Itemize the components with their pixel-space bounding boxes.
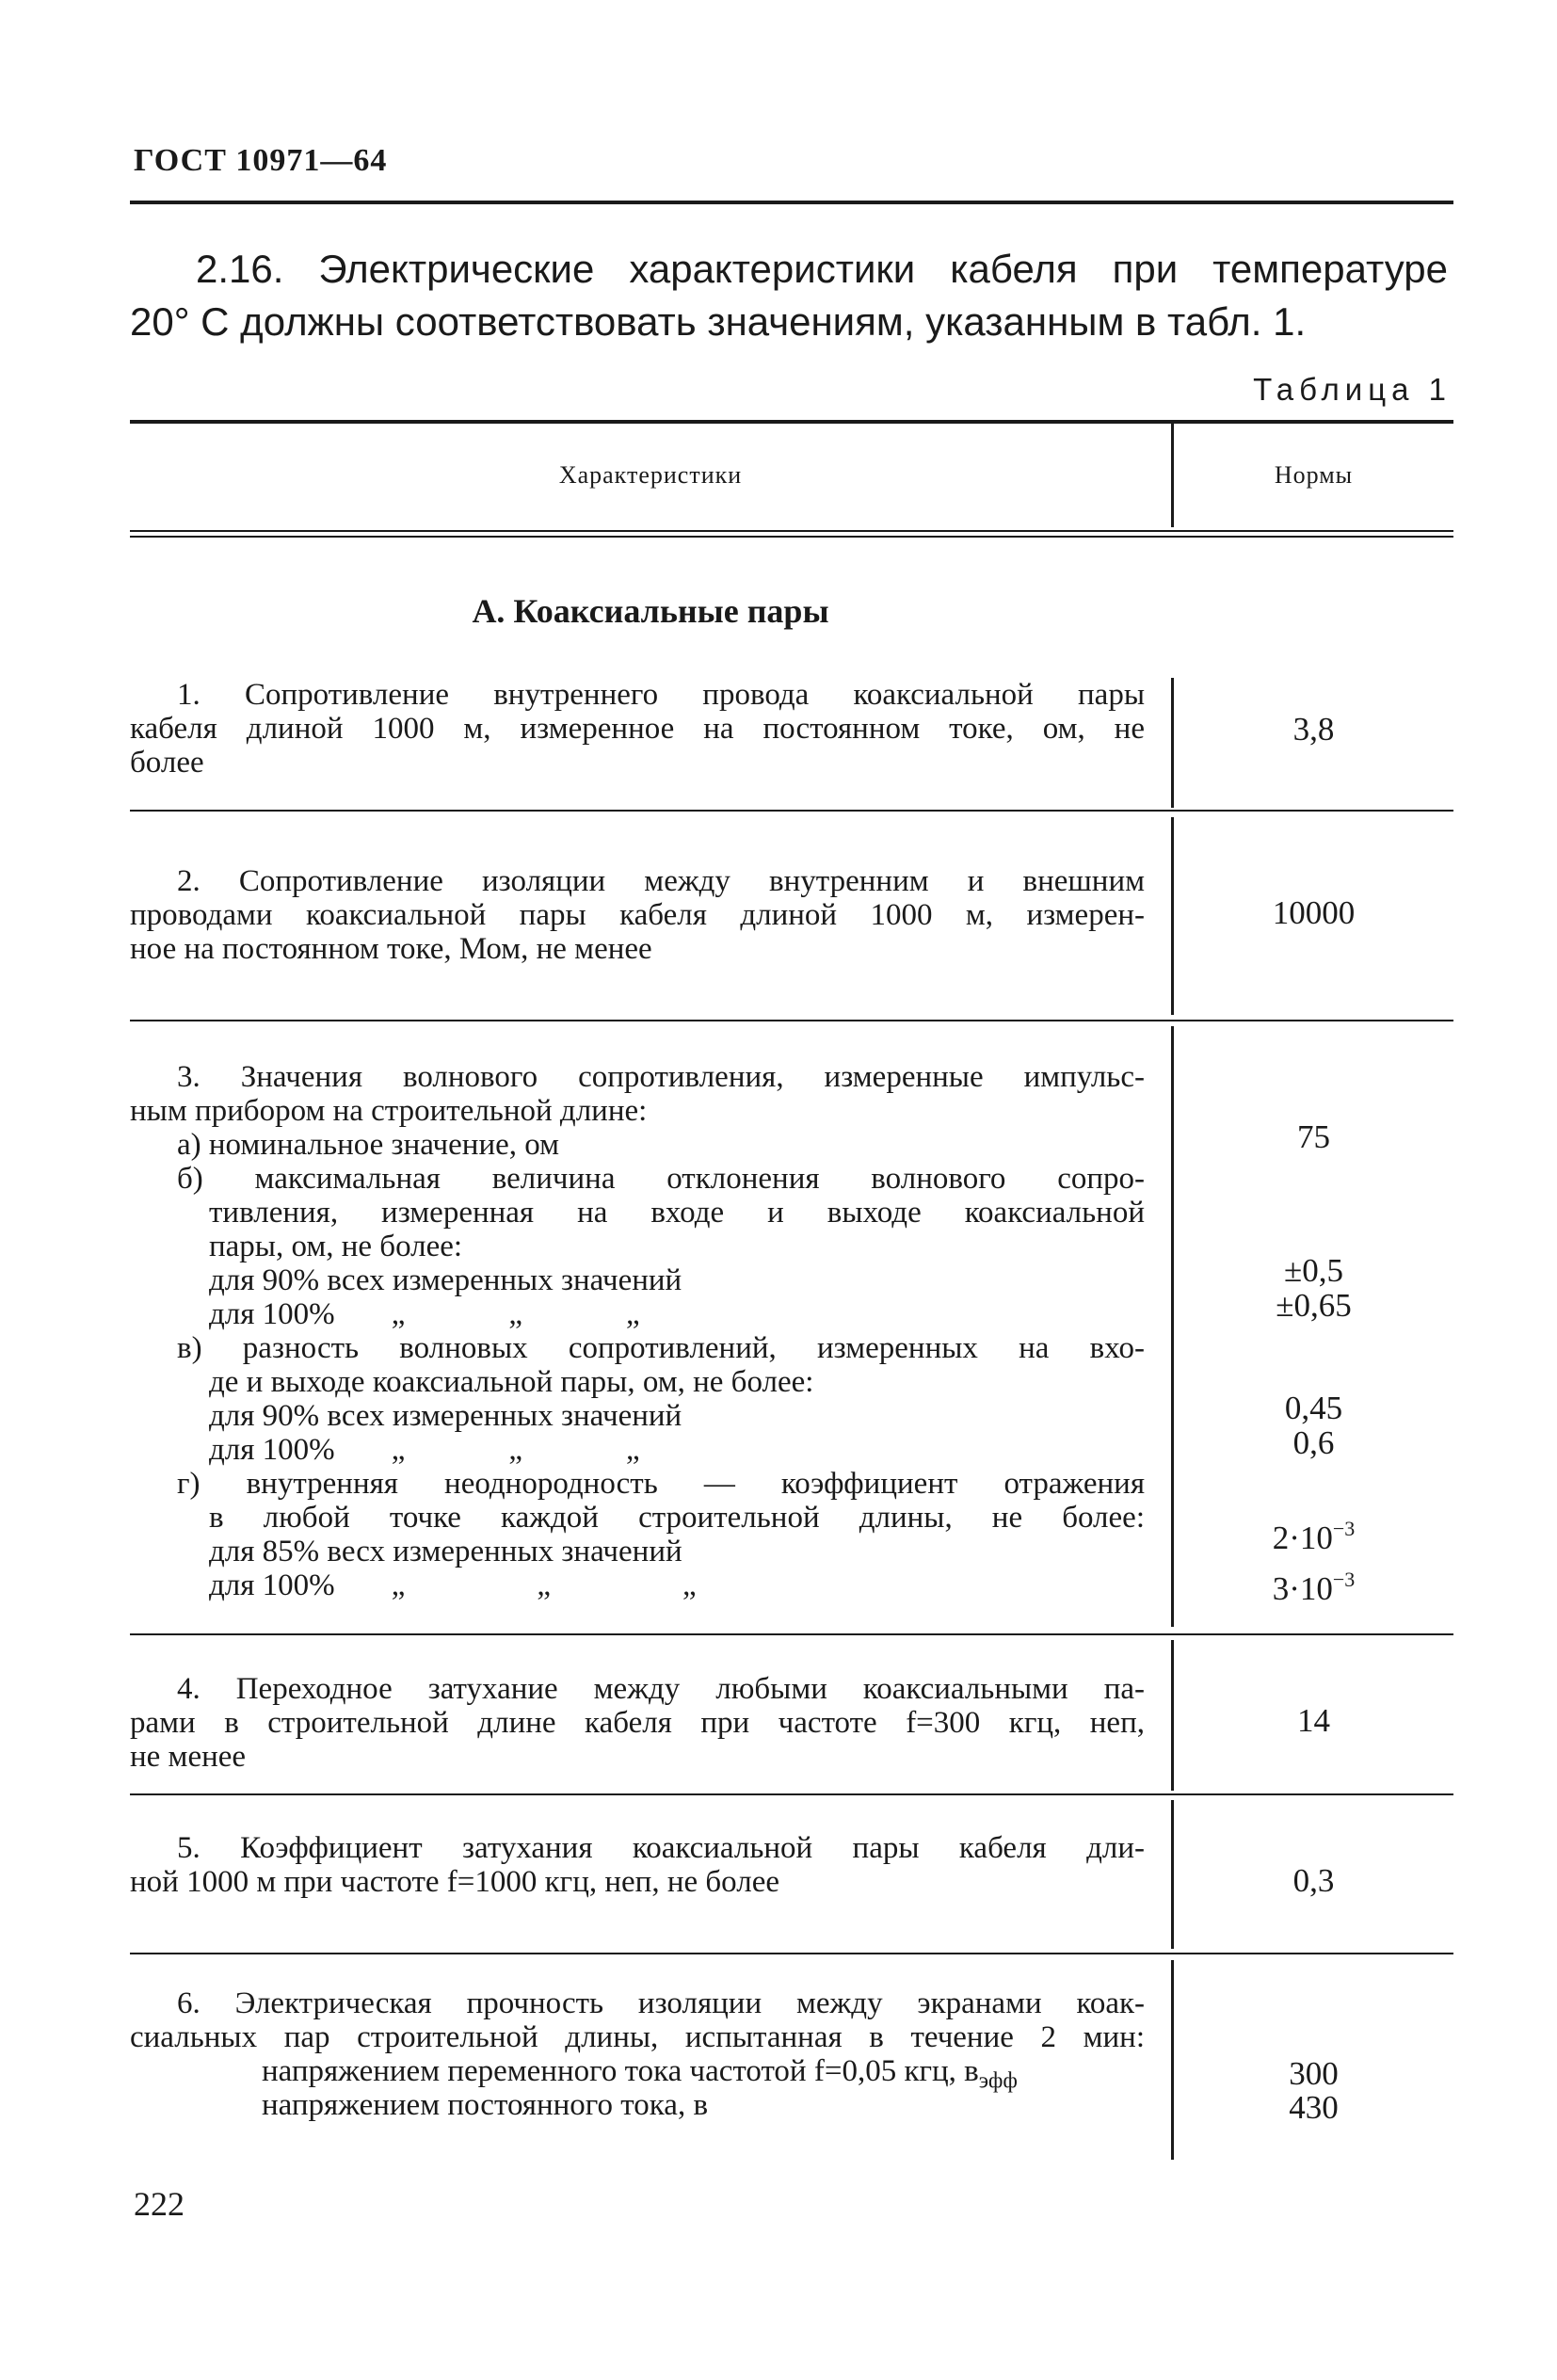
row-text-line: проводами коаксиальной пары кабеля длиной 1000 м, измерен- <box>130 898 1145 932</box>
ditto-mark: „ <box>626 1433 640 1467</box>
ditto-mark: „ <box>537 1568 551 1602</box>
ditto-mark: „ <box>626 1297 640 1331</box>
intro-paragraph <box>130 243 1448 348</box>
column-header-characteristics: Характеристики <box>558 461 743 489</box>
row-value <box>1174 1563 1453 1606</box>
row-text-line: тивления, измеренная на входе и выходе коаксиальной <box>209 1196 1145 1230</box>
header-rule-lower <box>130 536 1453 538</box>
row-text-line: ным прибором на строительной длине: <box>130 1094 648 1128</box>
row-text-line: б) максимальная величина отклонения волнового сопро- <box>177 1162 1145 1196</box>
row-text-line: 6. Электрическая прочность изоляции между экранами коак- <box>177 1986 1145 2020</box>
table-row <box>130 1986 1145 2122</box>
intro-line-2: 20° С должны соответствовать значениям, указанным в табл. 1. <box>130 299 1307 344</box>
value-mantissa: 2·10 <box>1272 1520 1333 1556</box>
row-text: для 100% <box>209 1568 335 1602</box>
row-text-line: пары, ом, не более: <box>209 1230 463 1263</box>
row-separator <box>130 1793 1453 1795</box>
row-text-line: 4. Переходное затухание между любыми коаксиальными па- <box>177 1672 1145 1706</box>
row-text-line: г) внутренняя неоднородность — коэффициент отражения <box>177 1467 1145 1501</box>
row-text-line: ной 1000 м при частоте f=1000 кгц, неп, не более <box>130 1865 780 1899</box>
row-value: 75 <box>1297 1118 1330 1155</box>
row-value: 300 <box>1289 2055 1339 2092</box>
ditto-mark: „ <box>391 1433 406 1467</box>
table-row <box>130 1060 1145 1602</box>
row-text-line: для 90% всех измеренных значений <box>209 1399 682 1433</box>
header-rule-upper <box>130 530 1453 532</box>
row-text: напряжением переменного тока частотой f=0,05 кгц, в <box>262 2054 979 2088</box>
column-divider <box>1171 1026 1174 1627</box>
row-text-line <box>130 1568 1145 1602</box>
value-mantissa: 3·10 <box>1272 1570 1333 1607</box>
column-divider <box>1171 1960 1174 2160</box>
ditto-mark: „ <box>391 1568 406 1602</box>
row-text: для 100% <box>209 1297 335 1331</box>
row-value: 3,8 <box>1292 711 1335 748</box>
column-divider <box>1171 1640 1174 1791</box>
row-text-line: 5. Коэффициент затухания коаксиальной пары кабеля дли- <box>177 1831 1145 1865</box>
row-text-line: более <box>130 746 204 780</box>
row-separator <box>130 1953 1453 1954</box>
value-exponent: −3 <box>1332 1568 1356 1591</box>
row-text-line: а) номинальное значение, ом <box>177 1128 560 1162</box>
row-value: ±0,65 <box>1276 1287 1352 1324</box>
row-text-line: де и выходе коаксиальной пары, ом, не более: <box>209 1365 814 1399</box>
column-divider <box>1171 678 1174 808</box>
subscript: эфф <box>978 2068 1018 2094</box>
row-text-line: в) разность волновых сопротивлений, измеренных на вхо- <box>177 1331 1145 1365</box>
row-value: 0,45 <box>1284 1390 1343 1426</box>
row-separator <box>130 1633 1453 1635</box>
document-id: ГОСТ 10971—64 <box>134 143 388 178</box>
row-text-line: сиальных пар строительной длины, испытанная в течение 2 мин: <box>130 2020 1145 2054</box>
table-row <box>130 1831 1145 1899</box>
table-row <box>130 678 1145 780</box>
row-value: 430 <box>1289 2089 1339 2126</box>
row-text-line: для 90% всех измеренных значений <box>209 1263 682 1297</box>
table-top-rule <box>130 420 1453 424</box>
value-exponent: −3 <box>1332 1517 1356 1540</box>
row-text-line <box>130 1433 1145 1467</box>
column-header-norms: Нормы <box>1274 461 1354 489</box>
row-text-line <box>130 2054 1145 2094</box>
row-text-line: 3. Значения волнового сопротивления, измеренные импульс- <box>177 1060 1145 1094</box>
ditto-mark: „ <box>391 1297 406 1331</box>
table-row <box>130 1672 1145 1774</box>
row-separator <box>130 810 1453 812</box>
intro-line-1: 2.16. Электрические характеристики кабеля при температуре <box>196 247 1448 291</box>
row-text: для 100% <box>209 1433 335 1467</box>
ditto-mark: „ <box>508 1433 522 1467</box>
row-value: 14 <box>1297 1702 1330 1739</box>
row-value: 0,3 <box>1292 1862 1335 1899</box>
row-text-line: 1. Сопротивление внутреннего провода коаксиальной пары <box>177 678 1145 712</box>
row-text-line: для 85% весх измеренных значений <box>209 1535 682 1568</box>
column-divider <box>1171 1800 1174 1949</box>
row-text-line: кабеля длиной 1000 м, измеренное на постоянном токе, ом, не <box>130 712 1145 746</box>
header-rule <box>130 201 1453 204</box>
column-divider <box>1171 817 1174 1015</box>
row-text-line: в любой точке каждой строительной длины, не более: <box>209 1501 1145 1535</box>
row-value: 0,6 <box>1292 1424 1335 1461</box>
row-text-line: не менее <box>130 1740 247 1774</box>
table-caption: Таблица 1 <box>1253 372 1452 407</box>
row-text-line: рами в строительной длине кабеля при частоте f=300 кгц, неп, <box>130 1706 1145 1740</box>
row-text-line: 2. Сопротивление изоляции между внутренним и внешним <box>177 864 1145 898</box>
table-row <box>130 864 1145 966</box>
row-separator <box>130 1020 1453 1021</box>
ditto-mark: „ <box>508 1297 522 1331</box>
row-text-line <box>130 1297 1145 1331</box>
row-value: ±0,5 <box>1284 1252 1343 1289</box>
row-text-line: напряжением постоянного тока, в <box>262 2088 709 2122</box>
row-value <box>1174 1512 1453 1555</box>
row-text-line: ное на постоянном токе, Мом, не менее <box>130 932 652 966</box>
section-title: А. Коаксиальные пары <box>472 592 829 630</box>
page-number: 222 <box>134 2185 185 2223</box>
ditto-mark: „ <box>682 1568 697 1602</box>
row-value: 10000 <box>1272 894 1356 931</box>
